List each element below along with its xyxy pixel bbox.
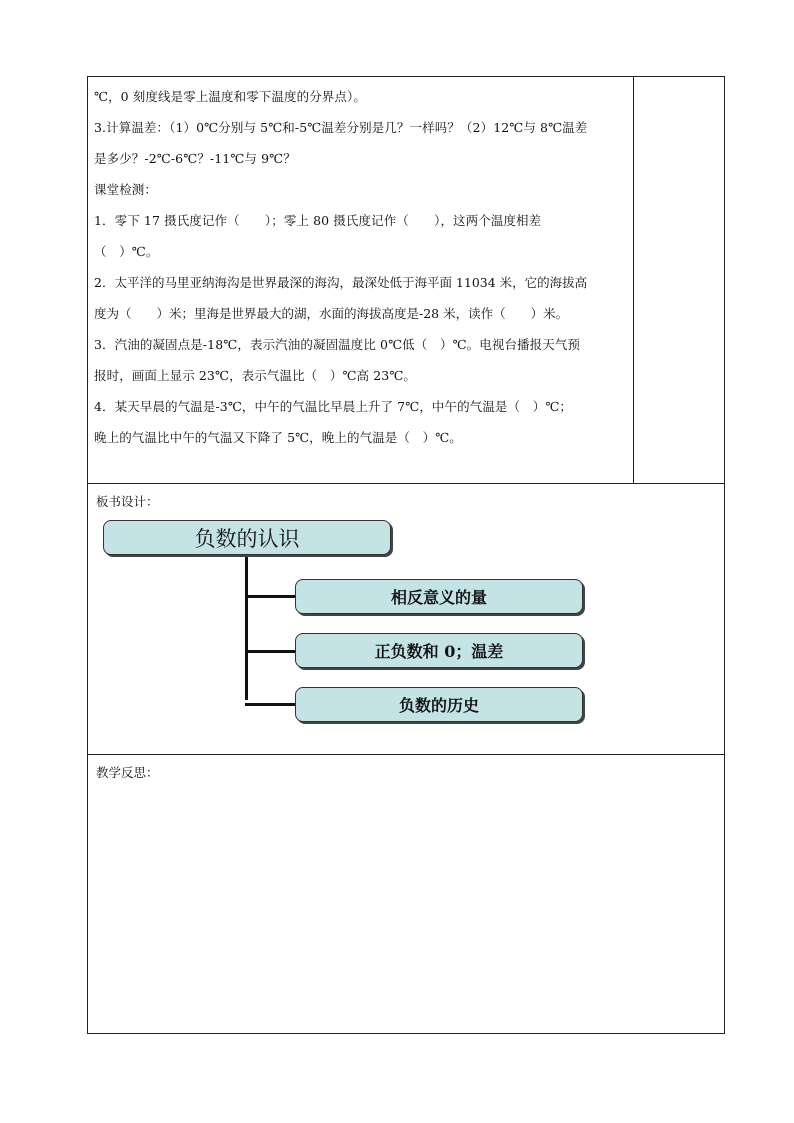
lesson-content-row [88, 77, 724, 484]
text-line: 报时，画面上显示 23℃，表示气温比（ ）℃高 23℃。 [94, 368, 417, 383]
connector-branch [245, 703, 296, 706]
text-line: ℃，0 刻度线是零上温度和零下温度的分界点）。 [94, 89, 366, 104]
subtopic-box: 相反意义的量 [295, 579, 583, 614]
text-line: 2．太平洋的马里亚纳海沟是世界最深的海沟，最深处低于海平面 11034 米，它的海拔高 [94, 275, 588, 290]
board-diagram [88, 484, 724, 754]
text-line: 4．某天早晨的气温是-3℃，中午的气温比早晨上升了 7℃，中午的气温是（ ）℃； [94, 399, 573, 414]
text-line: 是多少？-2℃-6℃？-11℃与 9℃？ [94, 151, 296, 166]
connector-branch [245, 595, 296, 598]
text-line: 1．零下 17 摄氏度记作（ ）；零上 80 摄氏度记作（ ），这两个温度相差 [94, 213, 542, 228]
section-heading: 课堂检测： [94, 182, 158, 197]
board-design-label: 板书设计： [96, 494, 159, 509]
subtopic-box: 负数的历史 [295, 687, 583, 722]
main-topic-box: 负数的认识 [103, 520, 391, 555]
reflection-label: 教学反思： [96, 765, 159, 780]
reflection-row [88, 755, 724, 1033]
side-note-cell [634, 77, 724, 483]
text-line: 晚上的气温比中午的气温又下降了 5℃，晚上的气温是（ ）℃。 [94, 430, 462, 445]
connector-branch [245, 650, 296, 653]
subtopic-box: 正负数和 0；温差 [295, 633, 583, 668]
text-line: 3.计算温差：（1）0℃分别与 5℃和-5℃温差分别是几？一样吗？（2）12℃与 8℃温差 [94, 120, 588, 135]
board-design-row [88, 484, 724, 755]
lesson-plan-table [87, 76, 725, 1034]
text-line: 度为（ ）米；里海是世界最大的湖，水面的海拔高度是-28 米，读作（ ）米。 [94, 306, 569, 321]
text-line: 3．汽油的凝固点是-18℃，表示汽油的凝固温度比 0℃低（ ）℃。电视台播报天气预 [94, 337, 581, 352]
connector-vertical [245, 555, 248, 700]
lesson-content-cell [88, 77, 634, 483]
text-line: （ ）℃。 [94, 244, 159, 259]
